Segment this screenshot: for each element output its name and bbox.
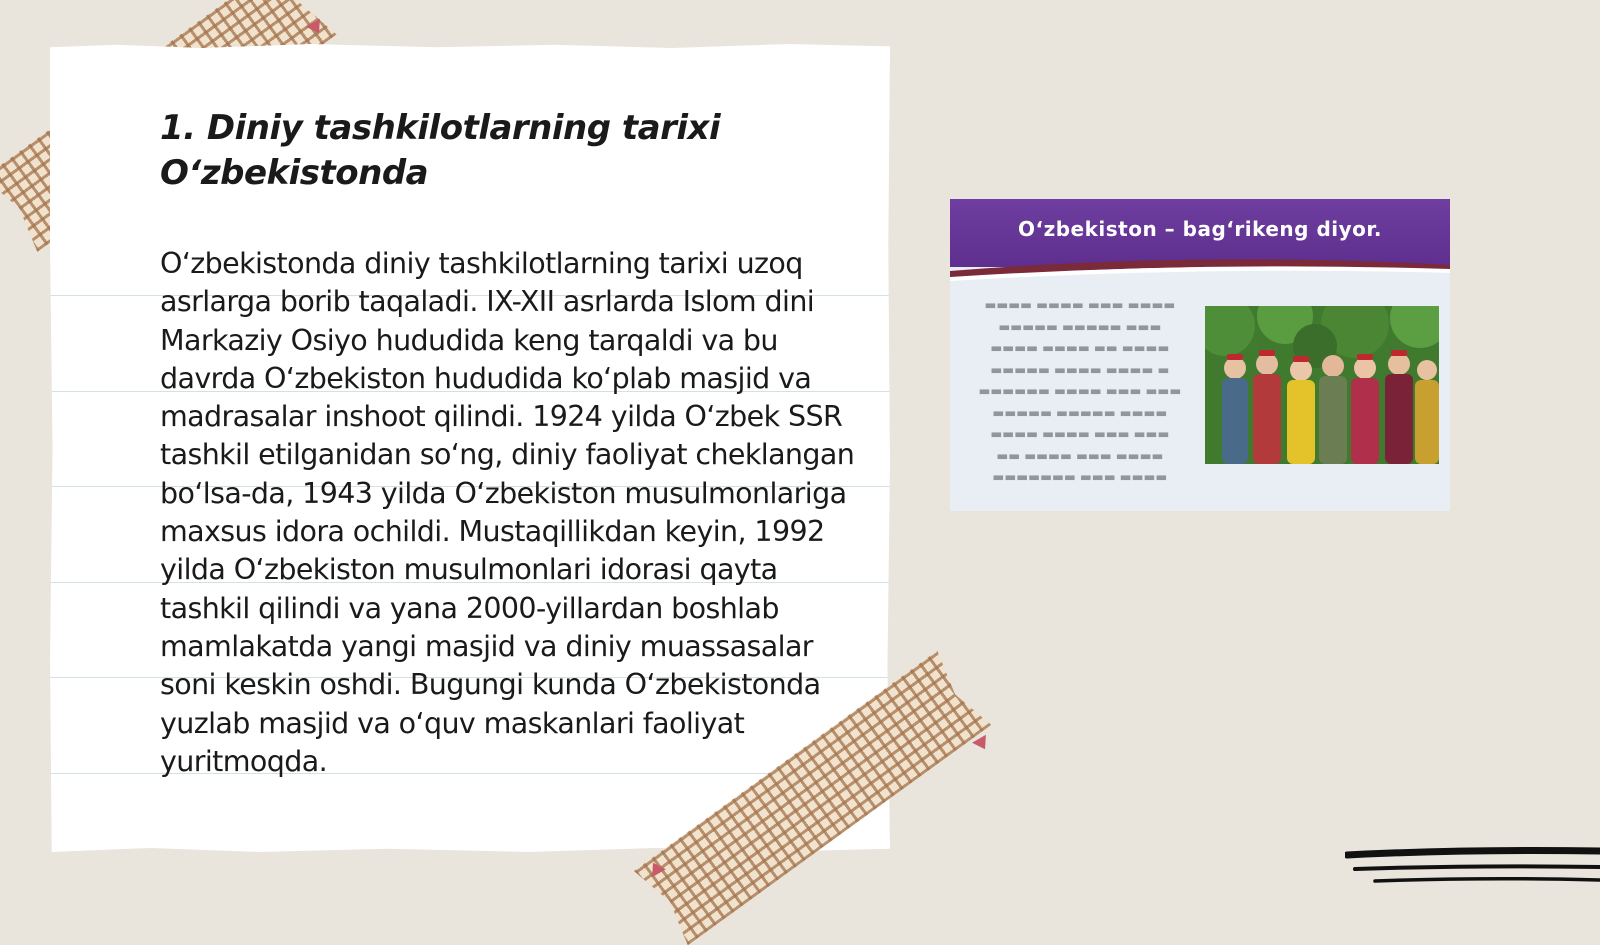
brush-stroke-icon (1345, 845, 1600, 895)
image-swoosh (950, 257, 1450, 281)
image-faded-text: ▬▬▬▬ ▬▬▬▬ ▬▬▬ ▬▬▬▬ ▬▬▬▬▬ ▬▬▬▬▬ ▬▬▬ ▬▬▬▬ ▬▬▬▬ ▬▬ ▬▬▬▬ ▬▬▬▬▬ ▬▬▬▬ ▬▬▬▬ ▬ ▬▬▬▬▬▬ ▬▬▬▬ ▬▬▬ ▬▬▬ ▬▬▬▬▬ ▬▬▬▬▬ ▬▬▬▬ ▬▬▬▬ ▬▬▬▬ ▬▬▬ ▬▬▬ ▬▬ ▬▬▬▬ ▬▬▬ ▬▬▬▬ ▬▬▬▬▬▬▬ ▬▬▬ ▬▬▬▬ (978, 297, 1182, 484)
slide-body-text: O‘zbekistonda diniy tashkilotlarning tarixi uzoq asrlarga borib taqaladi. IX-XII asrlarda Islom dini Markaziy Osiyo hududida keng tarqaldi va bu davrda O‘zbekiston hududida ko‘plab masjid va madrasalar inshoot qilindi. 1924 yilda O‘zbek SSR tashkil etilganidan so‘ng, diniy faoliyat cheklangan bo‘lsa-da, 1943 yilda O‘zbekiston musulmonlariga maxsus idora ochildi. Mustaqillikdan keyin, 1992 yilda O‘zbekiston musulmonlari idorasi qayta tashkil qilindi va yana 2000-yillardan boshlab mamlakatda yangi masjid va diniy muassasalar soni keskin oshdi. Bugungi kunda O‘zbekistonda yuzlab masjid va o‘quv maskanlari faoliyat yuritmoqda. (160, 247, 855, 778)
people-in-traditional-dress-photo (1205, 306, 1439, 464)
pushpin-icon (972, 735, 992, 753)
slide-title: 1. Diniy tashkilotlarning tarixi O‘zbekistonda (160, 108, 721, 193)
image-header-text: O‘zbekiston – bag‘rikeng diyor. (1018, 217, 1382, 241)
embedded-image (950, 199, 1450, 511)
